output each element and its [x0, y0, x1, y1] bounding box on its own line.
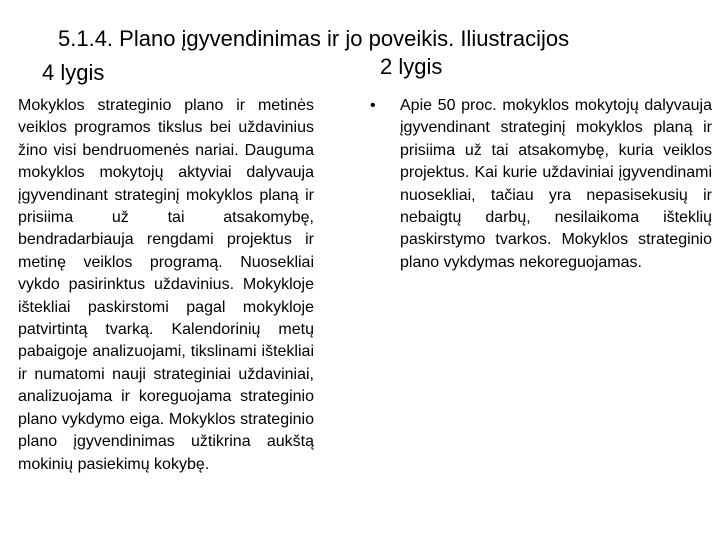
- level-2-description: Apie 50 proc. mokyklos mokytojų dalyvauja įgyvendinant strateginį mokyklos planą ir prisiima už tai atsakomybę, kuria veiklos projektus. Kai kurie uždaviniai įgyvendinami nuosekliai, tačiau yra nepasisekusių ir nebaigtų darbų, nesilaikoma išteklių paskirstymo tvarkos. Mokyklos strateginio plano vykdymas nekoreguojamas.: [400, 97, 712, 271]
- level-4-label: 4 lygis: [42, 60, 105, 85]
- level-4-description: Mokyklos strateginio plano ir metinės veiklos programos tikslus bei uždavinius žino visi bendruomenės nariai. Dauguma mokyklos mokytojų aktyviai dalyvauja įgyvendinant strateginį mokyklos planą ir prisiima už tai atsakomybę, bendradarbiauja rengdami projektus ir metinę veiklos programą. Nuosekliai vykdo pasirinktus uždavinius. Mokykloje ištekliai paskirstomi pagal mokykloje patvirtintą tvarką. Kalendorinių metų pabaigoje analizuojami, tikslinami ištekliai ir numatomi nauji strateginiai uždaviniai, analizuojama ir koreguojama strateginio plano vykdymo eiga. Mokyklos strateginio plano įgyvendinimas užtikrina aukštą mokinių pasiekimų kokybę.: [18, 97, 314, 473]
- slide-title: 5.1.4. Plano įgyvendinimas ir jo poveikis. Iliustracijos: [58, 26, 570, 51]
- level-2-label: 2 lygis: [380, 54, 443, 79]
- bullet-marker: •: [370, 97, 376, 114]
